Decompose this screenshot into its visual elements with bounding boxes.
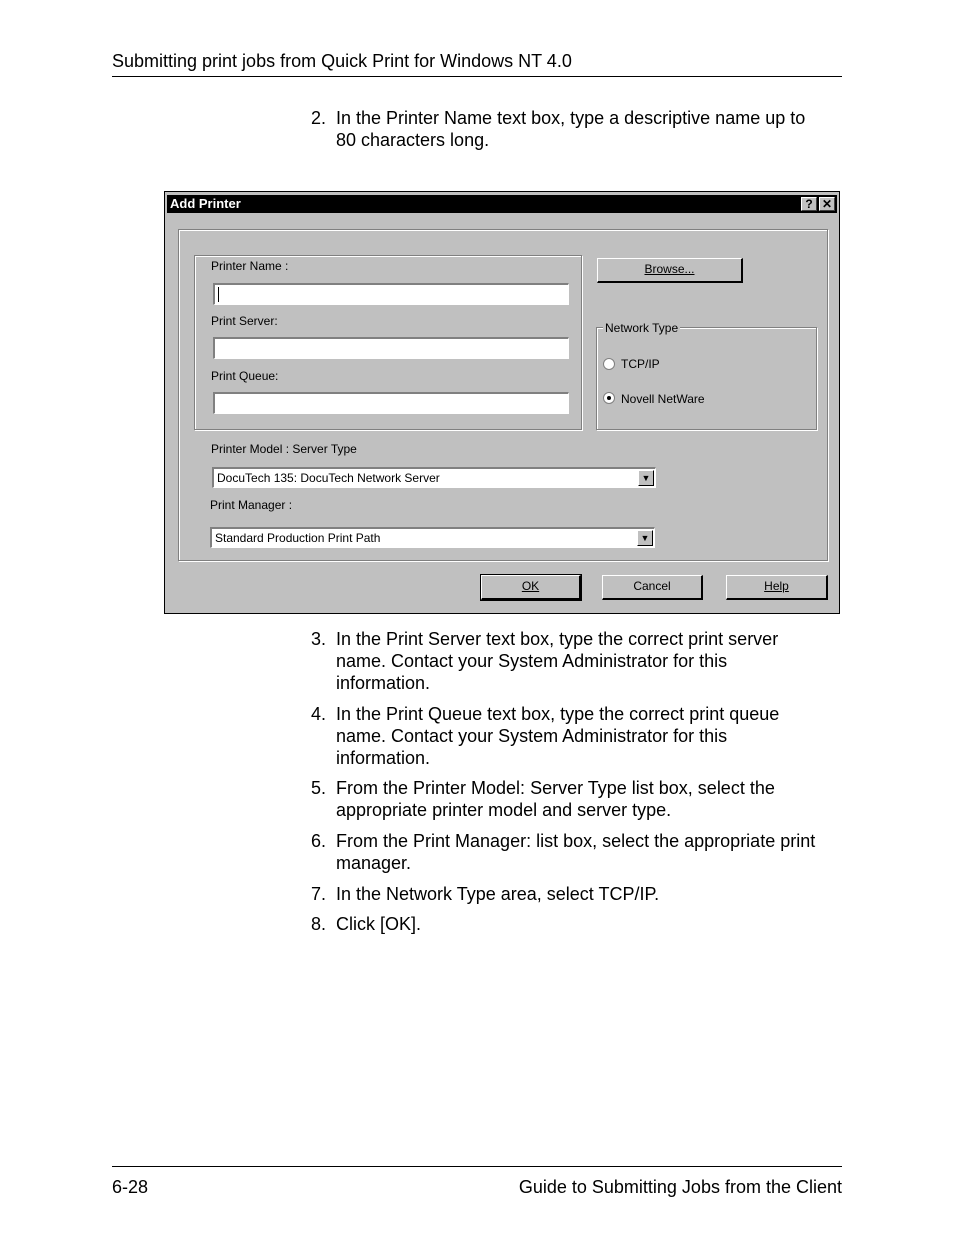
add-printer-dialog bbox=[164, 191, 840, 614]
help-icon[interactable]: ? bbox=[801, 197, 817, 211]
step-text-line: appropriate printer model and server type. bbox=[336, 800, 672, 820]
browse-button[interactable] bbox=[597, 258, 743, 283]
step-3 bbox=[311, 628, 841, 694]
dialog-title: Add Printer bbox=[170, 196, 241, 211]
cancel-button-label: Cancel bbox=[633, 579, 671, 593]
print-manager-value: Standard Production Print Path bbox=[215, 531, 381, 545]
print-manager-label: Print Manager : bbox=[210, 498, 293, 512]
printer-model-value: DocuTech 135: DocuTech Network Server bbox=[217, 471, 440, 485]
tcpip-label: TCP/IP bbox=[621, 357, 660, 371]
printer-model-label: Printer Model : Server Type bbox=[211, 442, 357, 456]
step-text-line: Click [OK]. bbox=[336, 914, 422, 934]
footer-rule bbox=[112, 1166, 842, 1167]
netware-label: Novell NetWare bbox=[621, 392, 705, 406]
print-queue-label: Print Queue: bbox=[211, 369, 279, 383]
help-button-label: Help bbox=[764, 579, 789, 593]
step-text-line: In the Print Server text box, type the correct print server bbox=[336, 629, 779, 649]
step-number: 8. bbox=[311, 914, 327, 934]
step-5 bbox=[311, 777, 841, 821]
step-number: 5. bbox=[311, 778, 327, 798]
step-text-line: 80 characters long. bbox=[336, 130, 490, 150]
chevron-down-icon[interactable]: ▼ bbox=[637, 530, 653, 546]
step-8 bbox=[311, 913, 841, 935]
step-text-line: From the Print Manager: list box, select the appropriate print bbox=[336, 831, 816, 851]
step-text-line: manager. bbox=[336, 853, 412, 873]
printer-name-field[interactable] bbox=[213, 283, 569, 305]
page-header: Submitting print jobs from Quick Print for Windows NT 4.0 bbox=[112, 51, 572, 71]
header-rule bbox=[112, 76, 842, 77]
step-number: 4. bbox=[311, 704, 327, 724]
dialog-titlebar bbox=[167, 195, 837, 213]
print-server-field[interactable] bbox=[213, 337, 569, 359]
page-number: 6-28 bbox=[112, 1177, 149, 1197]
radio-selected-dot bbox=[607, 396, 611, 400]
printer-name-label: Printer Name : bbox=[211, 259, 289, 273]
tcpip-radio[interactable] bbox=[603, 358, 615, 370]
step-6 bbox=[311, 830, 841, 874]
step-text-line: From the Printer Model: Server Type list box, select the bbox=[336, 778, 775, 798]
print-manager-dropdown[interactable] bbox=[210, 527, 655, 548]
cancel-button[interactable] bbox=[602, 575, 703, 600]
step-number: 6. bbox=[311, 831, 327, 851]
network-type-label: Network Type bbox=[605, 321, 679, 335]
step-text-line: In the Network Type area, select TCP/IP. bbox=[336, 884, 660, 904]
step-number: 3. bbox=[311, 629, 327, 649]
help-button[interactable] bbox=[726, 575, 828, 600]
document-title: Guide to Submitting Jobs from the Client bbox=[518, 1177, 842, 1197]
step-2 bbox=[311, 107, 841, 151]
step-7 bbox=[311, 883, 841, 905]
close-icon[interactable]: ✕ bbox=[819, 197, 835, 211]
step-number: 2. bbox=[311, 108, 327, 128]
browse-button-label: Browse... bbox=[644, 262, 695, 276]
netware-radio[interactable] bbox=[603, 392, 615, 404]
text-caret bbox=[218, 287, 219, 302]
step-4 bbox=[311, 703, 841, 769]
step-number: 7. bbox=[311, 884, 327, 904]
step-text-line: In the Printer Name text box, type a descriptive name up to bbox=[336, 108, 806, 128]
step-text-line: name. Contact your System Administrator for this bbox=[336, 651, 728, 671]
step-text-line: In the Print Queue text box, type the correct print queue bbox=[336, 704, 780, 724]
print-queue-field[interactable] bbox=[213, 392, 569, 414]
chevron-down-icon[interactable]: ▼ bbox=[638, 470, 654, 486]
step-text-line: information. bbox=[336, 673, 431, 693]
printer-model-dropdown[interactable] bbox=[212, 467, 656, 488]
network-type-group bbox=[596, 327, 817, 430]
ok-button-label: OK bbox=[521, 579, 540, 593]
step-text-line: name. Contact your System Administrator for this bbox=[336, 726, 728, 746]
print-server-label: Print Server: bbox=[211, 314, 278, 328]
ok-button[interactable] bbox=[481, 575, 581, 600]
step-text-line: information. bbox=[336, 748, 431, 768]
